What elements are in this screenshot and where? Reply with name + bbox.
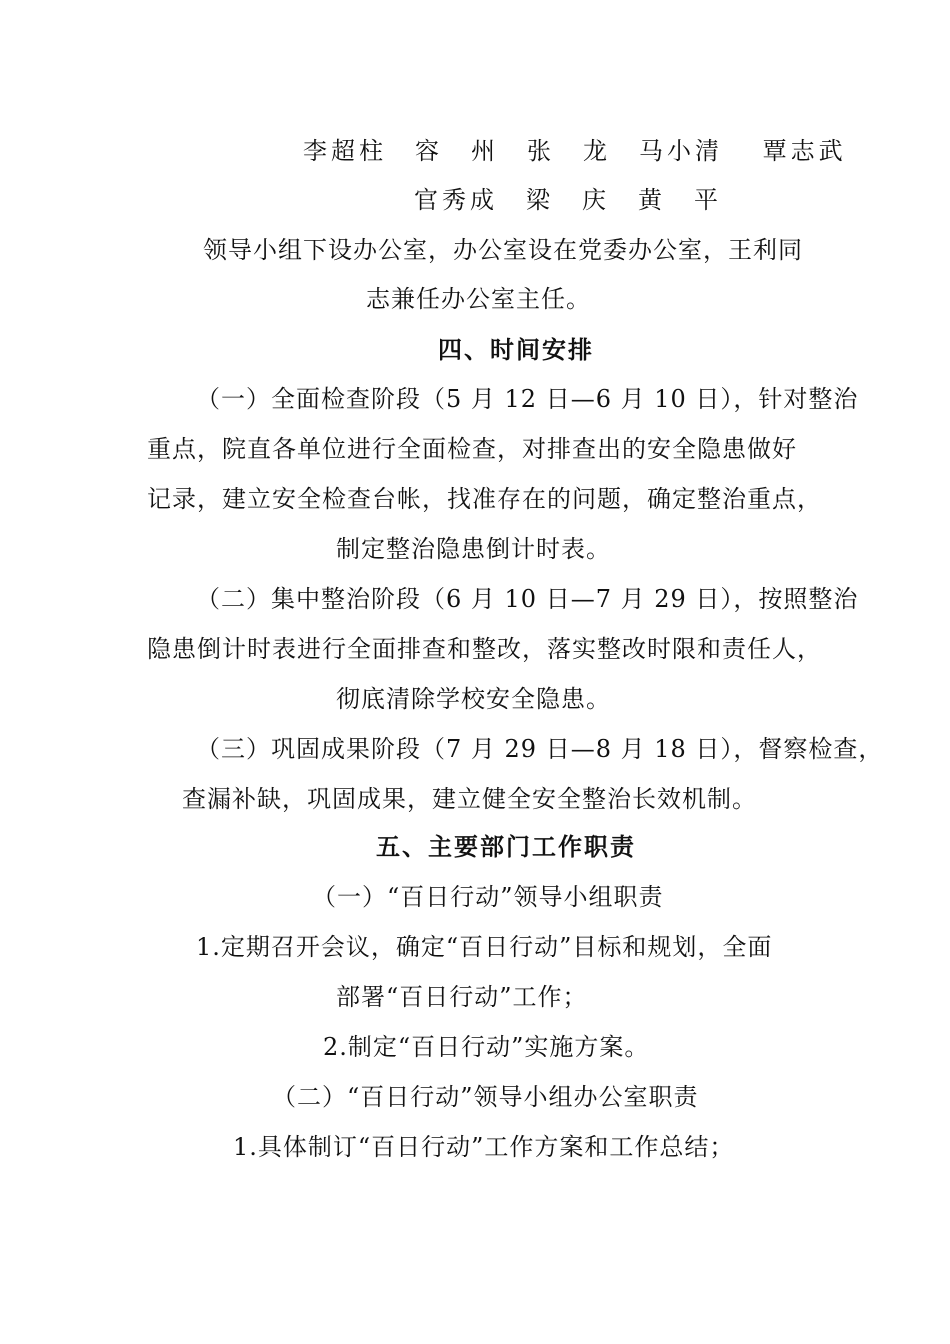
members-row-1: 李超柱 容 州 张 龙 马小清 覃志武 [303,137,847,165]
phase-1-line-3: 记录，建立安全检查台帐，找准存在的问题，确定整治重点， [147,485,822,513]
sub-1-title: （一）“百日行动”领导小组职责 [312,883,664,911]
phase-1-line-1: （一）全面检查阶段（5 月 12 日—6 月 10 日），针对整治 [196,385,859,413]
sub-1-item-2: 2.制定“百日行动”实施方案。 [323,1033,650,1061]
phase-1-line-4: 制定整治隐患倒计时表。 [336,535,611,563]
phase-2-line-3: 彻底清除学校安全隐患。 [336,685,611,713]
sub-2-title: （二）“百日行动”领导小组办公室职责 [272,1083,699,1111]
phase-2-line-2: 隐患倒计时表进行全面排查和整改，落实整改时限和责任人， [147,635,822,663]
sub-2-item-1: 1.具体制订“百日行动”工作方案和工作总结； [233,1133,735,1161]
phase-3-line-1: （三）巩固成果阶段（7 月 29 日—8 月 18 日），督察检查， [196,735,884,763]
phase-2-line-1: （二）集中整治阶段（6 月 10 日—7 月 29 日），按照整治 [196,585,859,613]
section-5-heading: 五、主要部门工作职责 [376,833,636,861]
phase-3-line-2: 查漏补缺，巩固成果，建立健全安全整治长效机制。 [182,785,757,813]
phase-1-line-2: 重点，院直各单位进行全面检查，对排查出的安全隐患做好 [147,435,797,463]
sub-1-item-1-line-1: 1.定期召开会议，确定“百日行动”目标和规划，全面 [196,933,773,961]
section-4-heading: 四、时间安排 [438,336,594,364]
members-row-2: 官秀成 梁 庆 黄 平 [414,186,722,214]
office-line-2: 志兼任办公室主任。 [366,285,591,313]
sub-1-item-1-line-2: 部署“百日行动”工作； [336,983,588,1011]
office-line-1: 领导小组下设办公室，办公室设在党委办公室，王利同 [203,236,803,264]
